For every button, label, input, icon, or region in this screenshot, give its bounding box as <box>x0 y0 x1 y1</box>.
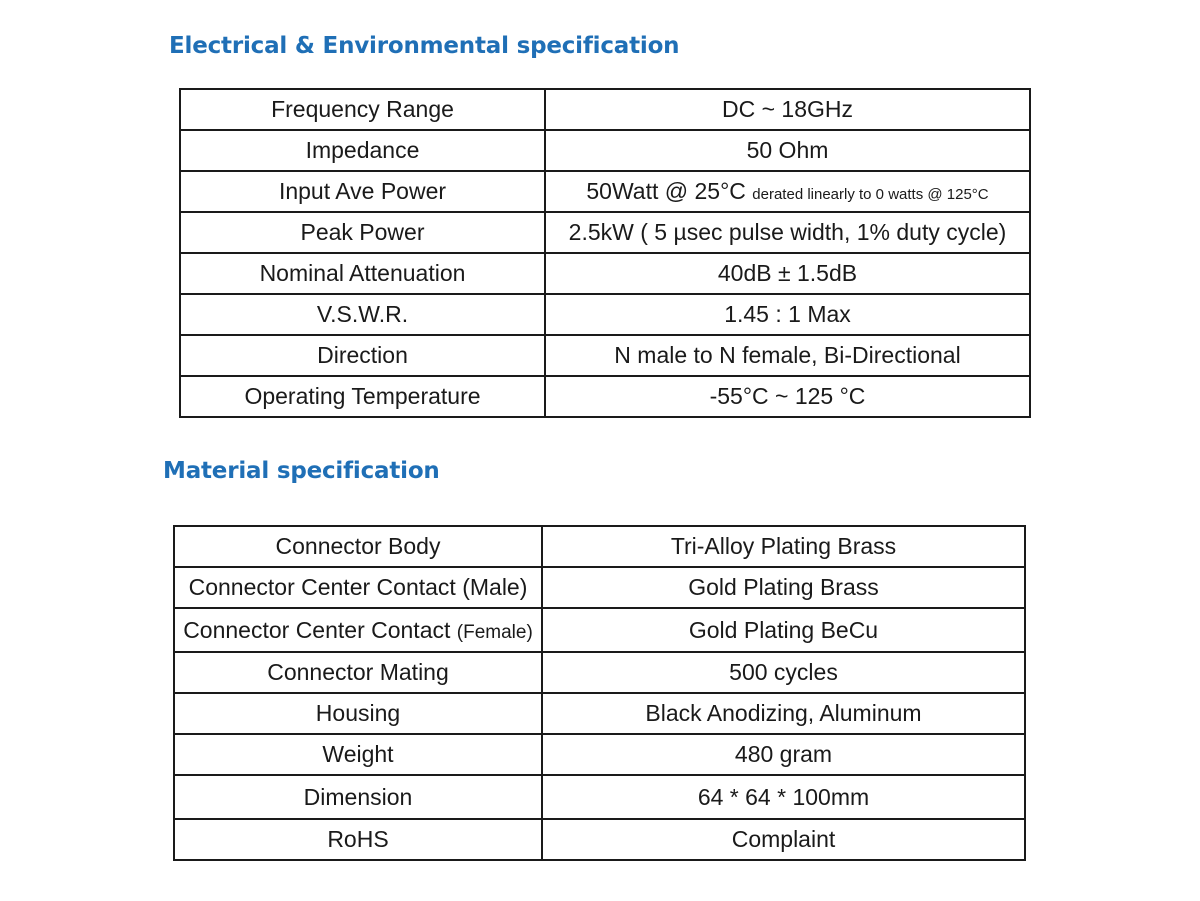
spec-label: Housing <box>174 693 542 734</box>
electrical-section-title: Electrical & Environmental specification <box>169 33 680 59</box>
spec-value: 2.5kW ( 5 µsec pulse width, 1% duty cycle) <box>545 212 1030 253</box>
spec-label: V.S.W.R. <box>180 294 545 335</box>
spec-note: derated linearly to 0 watts @ 125°C <box>752 186 989 203</box>
spec-value-cell <box>545 171 1030 212</box>
spec-value: 50 Ohm <box>545 130 1030 171</box>
table-row <box>180 253 1030 294</box>
table-row <box>174 775 1025 819</box>
spec-label: Operating Temperature <box>180 376 545 417</box>
table-row <box>180 376 1030 417</box>
spec-label-suffix: (Female) <box>456 621 533 643</box>
spec-value: -55°C ~ 125 °C <box>545 376 1030 417</box>
spec-value: Gold Plating Brass <box>542 567 1025 608</box>
spec-value: Black Anodizing, Aluminum <box>542 693 1025 734</box>
spec-label-suffix: (Male) <box>462 574 528 600</box>
spec-value: 50Watt @ 25°C <box>586 178 746 204</box>
spec-label-cell <box>174 608 542 652</box>
table-row <box>174 693 1025 734</box>
spec-value: 480 gram <box>542 734 1025 775</box>
table-row <box>174 652 1025 693</box>
spec-value: N male to N female, Bi-Directional <box>545 335 1030 376</box>
spec-label: Connector Center Contact <box>188 574 456 600</box>
spec-value: 1.45 : 1 Max <box>545 294 1030 335</box>
table-row <box>180 130 1030 171</box>
table-row <box>174 608 1025 652</box>
spec-label: Peak Power <box>180 212 545 253</box>
table-row <box>180 212 1030 253</box>
table-row <box>174 526 1025 567</box>
table-row <box>174 819 1025 860</box>
spec-value: DC ~ 18GHz <box>545 89 1030 130</box>
spec-value: Tri-Alloy Plating Brass <box>542 526 1025 567</box>
spec-value: Complaint <box>542 819 1025 860</box>
material-section-title: Material specification <box>163 458 440 484</box>
spec-label-cell <box>174 567 542 608</box>
spec-label: Nominal Attenuation <box>180 253 545 294</box>
spec-label: Dimension <box>174 775 542 819</box>
spec-label: RoHS <box>174 819 542 860</box>
table-row <box>174 567 1025 608</box>
table-row <box>174 734 1025 775</box>
table-row <box>180 171 1030 212</box>
spec-label: Connector Mating <box>174 652 542 693</box>
spec-label: Impedance <box>180 130 545 171</box>
spec-label: Input Ave Power <box>180 171 545 212</box>
spec-value: Gold Plating BeCu <box>542 608 1025 652</box>
spec-value: 40dB ± 1.5dB <box>545 253 1030 294</box>
table-row <box>180 89 1030 130</box>
spec-value: 64 * 64 * 100mm <box>542 775 1025 819</box>
spec-label: Weight <box>174 734 542 775</box>
electrical-spec-table <box>179 88 1031 418</box>
spec-label: Connector Center Contact <box>183 616 451 643</box>
table-row <box>180 294 1030 335</box>
spec-label: Direction <box>180 335 545 376</box>
spec-value: 500 cycles <box>542 652 1025 693</box>
spec-label: Connector Body <box>174 526 542 567</box>
spec-label: Frequency Range <box>180 89 545 130</box>
table-row <box>180 335 1030 376</box>
material-spec-table <box>173 525 1026 861</box>
